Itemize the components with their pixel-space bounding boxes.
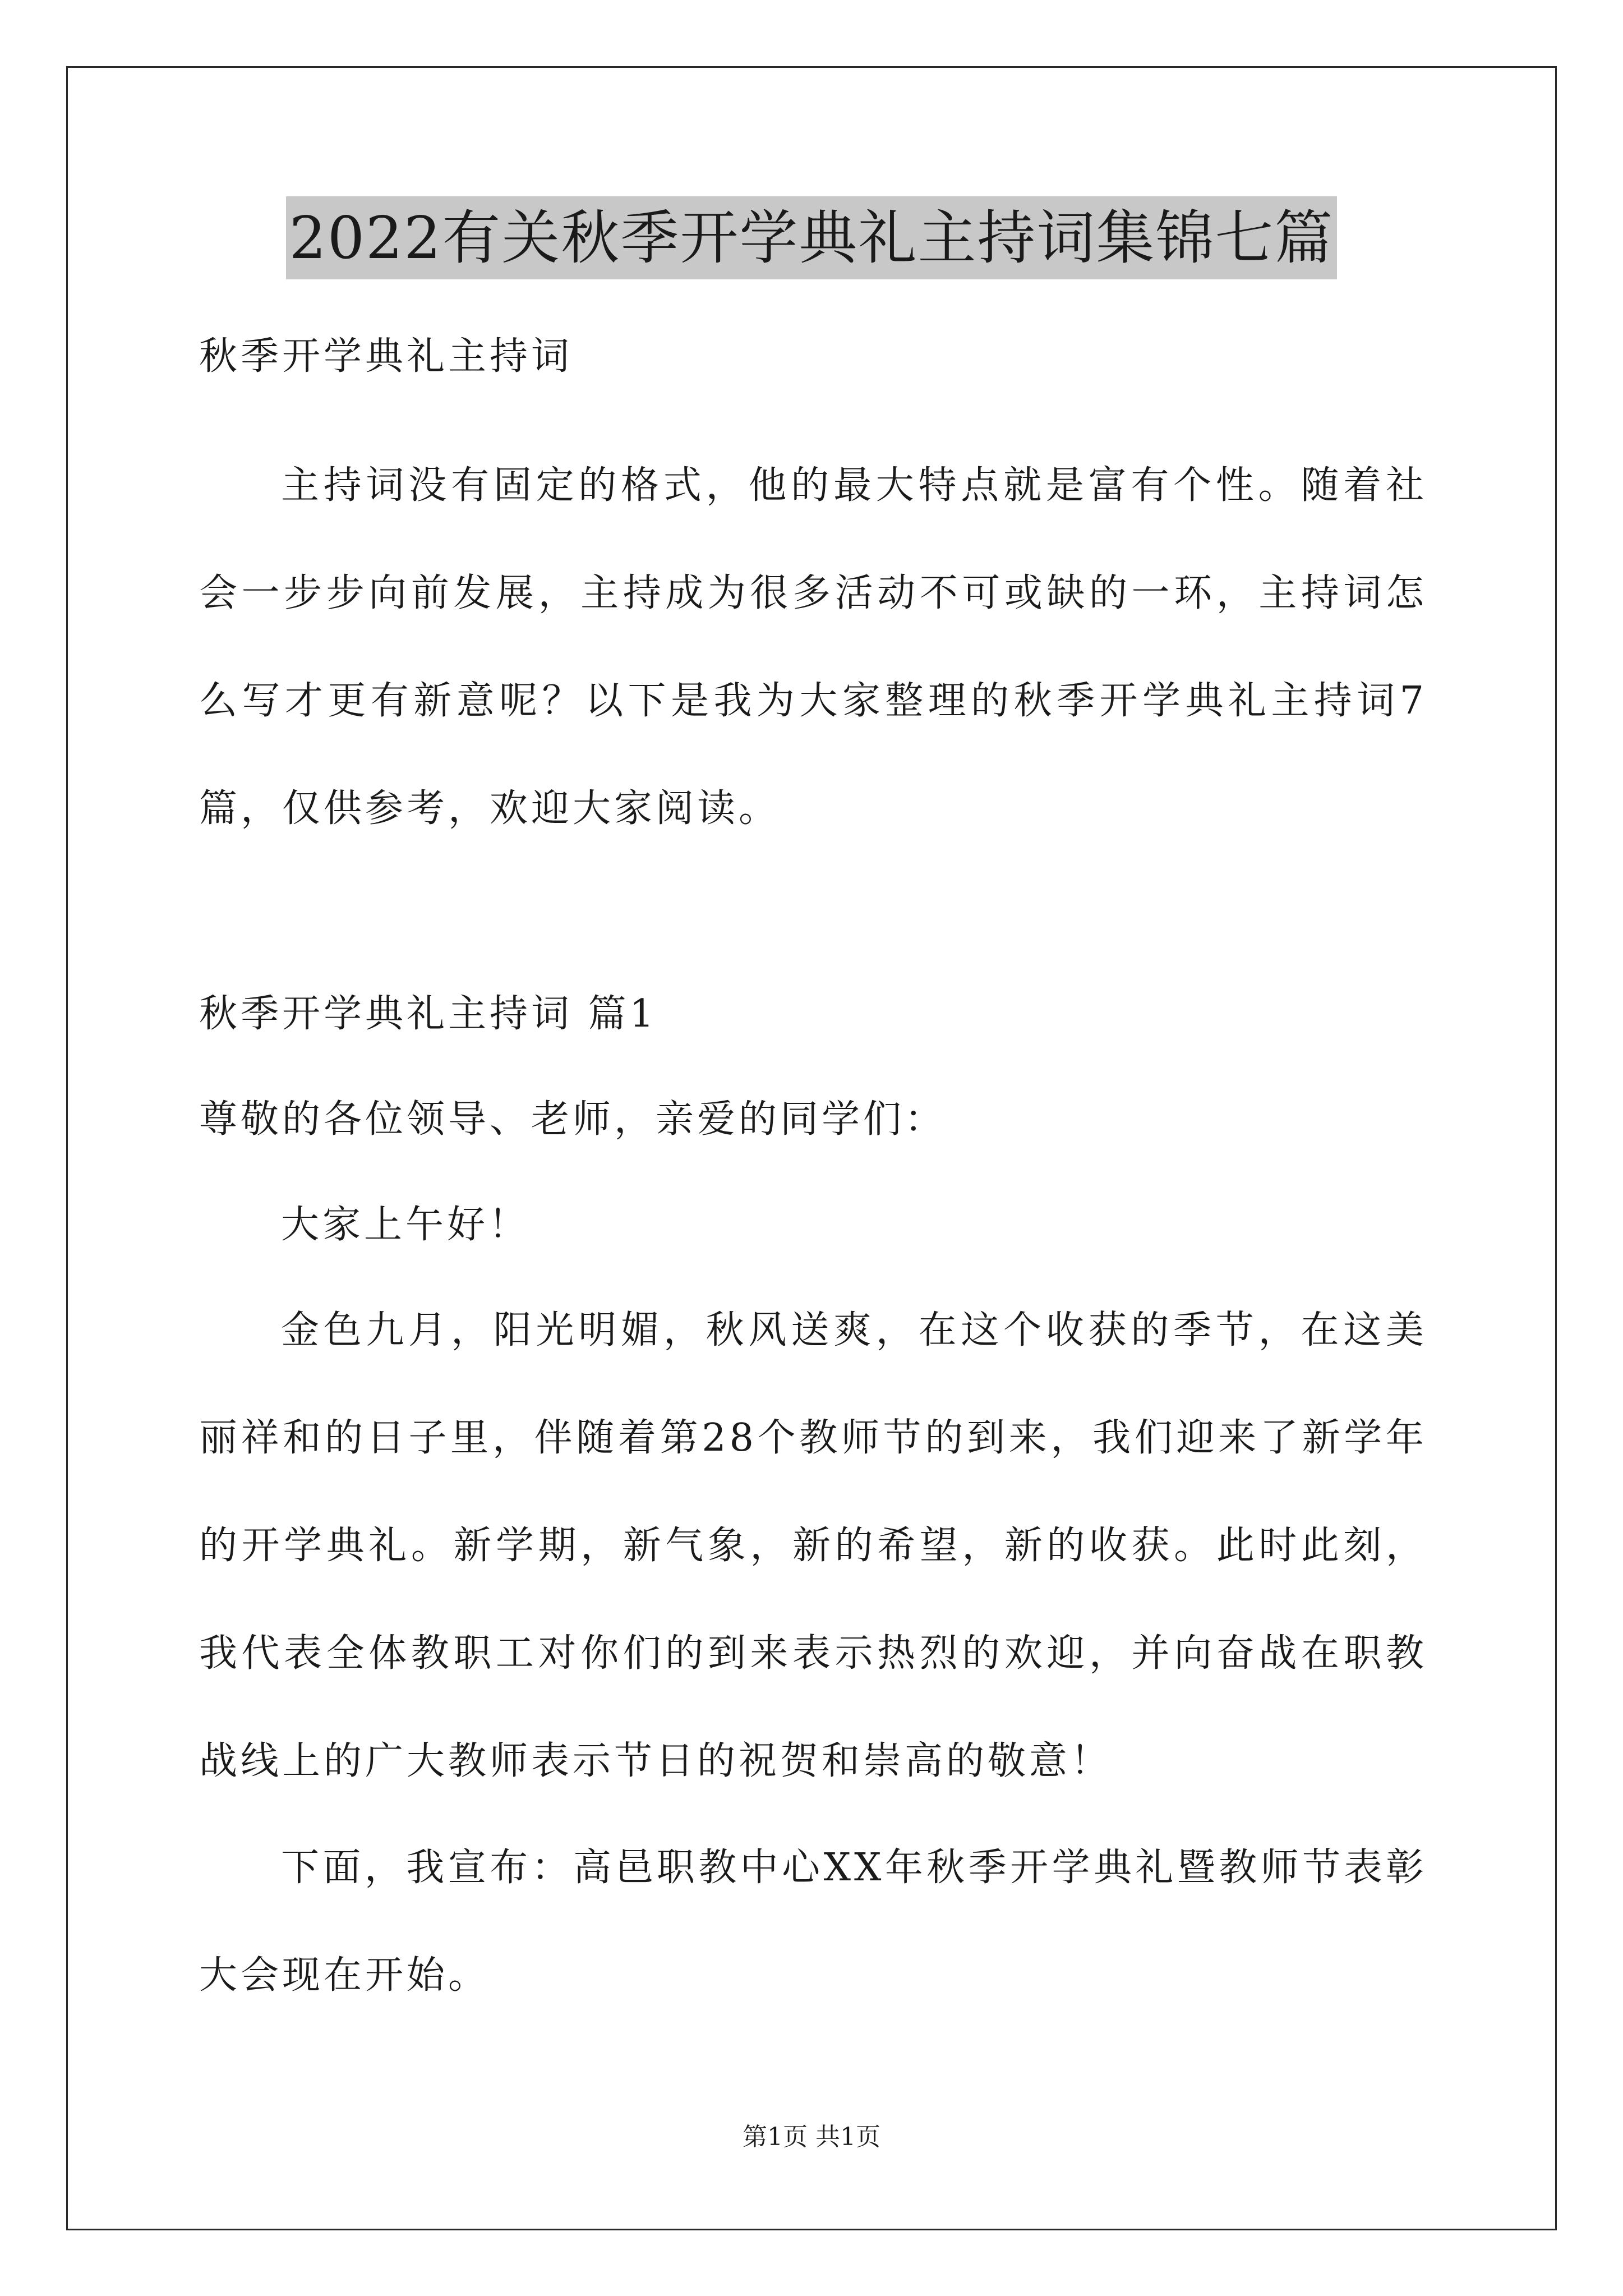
document-title: 2022有关秋季开学典礼主持词集锦七篇 [286,196,1338,279]
page-footer: 第1页 共1页 [743,2123,880,2151]
greeting: 大家上午好！ [281,1203,531,1247]
body-paragraph-2: 下面，我宣布：高邑职教中心XX年秋季开学典礼暨教师节表彰大会现在开始。 [199,1846,1427,1998]
title-container [0,196,1623,279]
intro-paragraph: 主持词没有固定的格式，他的最大特点就是富有个性。随着社会一步步向前发展，主持成为很多活动不可或缺的一环，主持词怎么写才更有新意呢？以下是我为大家整理的秋季开学典礼主持词7篇，仅供参考，欢迎大家阅读。 [199,463,1427,831]
intro-heading: 秋季开学典礼主持词 [199,334,573,379]
section-heading: 秋季开学典礼主持词 篇1 [199,992,657,1036]
body-paragraph-1: 金色九月，阳光明媚，秋风送爽，在这个收获的季节，在这美丽祥和的日子里，伴随着第28个教师节的到来，我们迎来了新学年的开学典礼。新学期，新气象，新的希望，新的收获。此时此刻，我代表全体教职工对你们的到来表示热烈的欢迎，并向奋战在职教战线上的广大教师表示节日的祝贺和崇高的敬意！ [199,1308,1427,1783]
salutation: 尊敬的各位领导、老师，亲爱的同学们： [199,1097,947,1142]
